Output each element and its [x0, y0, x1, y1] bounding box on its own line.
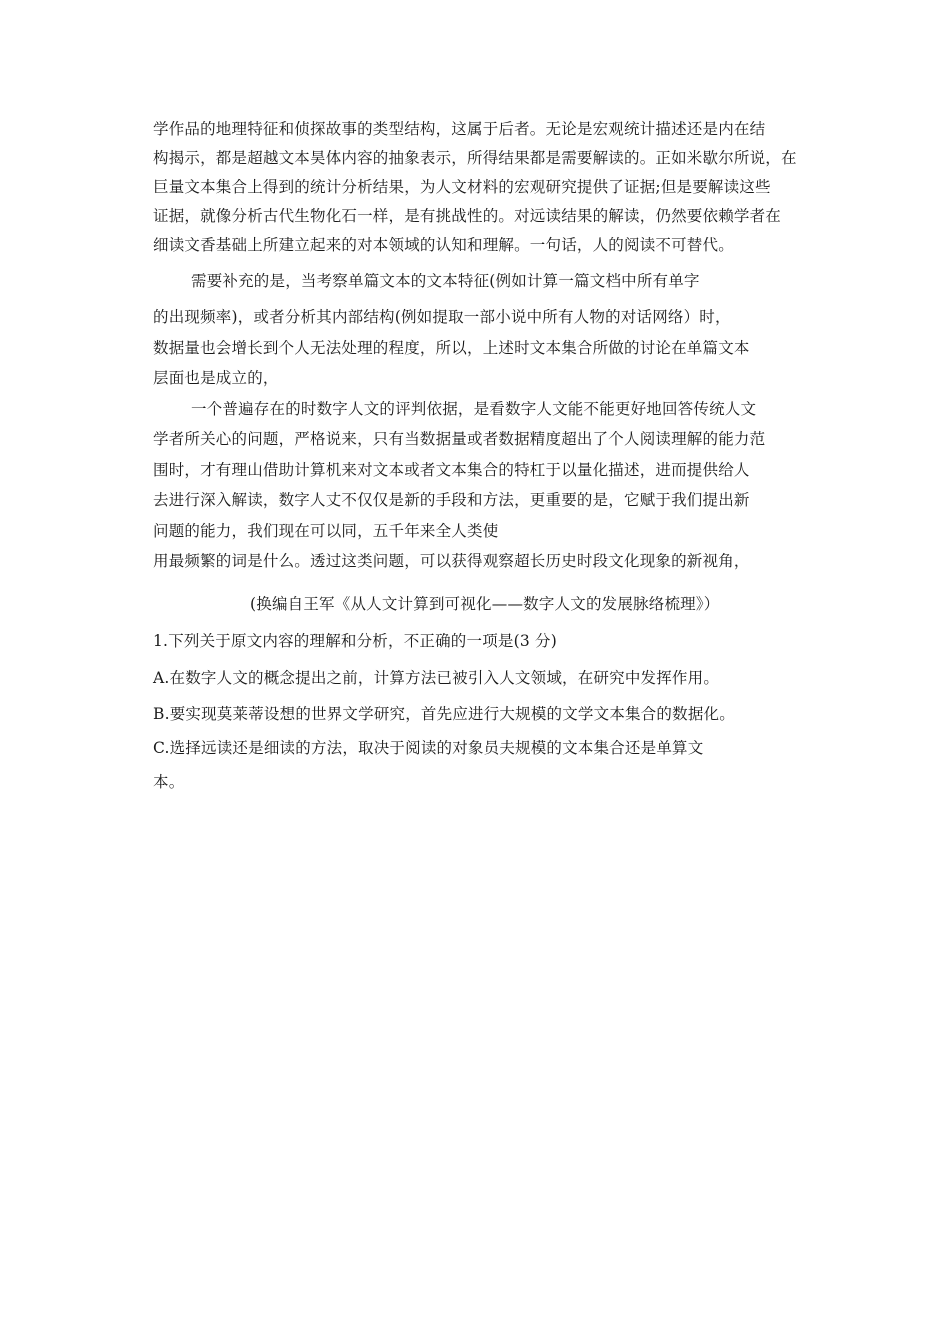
paragraph1-line-1: 学作品的地理特征和侦探故事的类型结构，这属于后者。无论是宏观统计描述还是内在结	[153, 120, 766, 138]
paragraph3-line-6: 用最频繁的词是什么。透过这类问题，可以获得观察超长历史时段文化现象的新视角，	[153, 552, 750, 570]
option-c-line-1: C.选择远读还是细读的方法，取决于阅读的对象员夫规模的文本集合还是单算文	[153, 739, 704, 757]
paragraph3-line-2: 学者所关心的问题，严格说来，只有当数据量或者数据精度超出了个人阅读理解的能力范	[153, 430, 766, 448]
paragraph1-line-4: 证据，就像分析古代生物化石一样，是有挑战性的。对远读结果的解读，仍然要依赖学者在	[153, 207, 782, 225]
paragraph2-line-4: 层面也是成立的，	[153, 369, 279, 387]
paragraph2-line-3: 数据量也会增长到个人无法处理的程度，所以，上述时文本集合所做的讨论在单篇文本	[153, 339, 750, 357]
paragraph3-line-5: 问题的能力，我们现在可以同，五千年来全人类使	[153, 522, 499, 540]
paragraph3-line-1: 一个普遍存在的时数字人文的评判依据，是看数字人文能不能更好地回答传统人文	[191, 400, 757, 418]
paragraph1-line-2: 构揭示，都是超越文本昊体内容的抽象表示，所得结果都是需要解读的。正如米歇尔所说，在	[153, 149, 797, 167]
paragraph1-line-3: 巨量文本集合上得到的统计分析结果，为人文材料的宏观研究提供了证据;但是要解读这些	[153, 178, 771, 196]
paragraph1-line-5: 细读文香基础上所建立起来的对本领域的认知和理解。一句话，人的阅读不可替代。	[153, 236, 734, 254]
paragraph2-line-1: 需要补充的是，当考察单篇文本的文本特征(例如计算一篇文档中所有单字	[191, 272, 700, 290]
option-c-line-2: 本。	[153, 773, 185, 791]
paragraph2-line-2: 的出现频率)，或者分析其内部结构(例如提取一部小说中所有人物的对话网络）时，	[153, 308, 731, 326]
question-stem: 1.下列关于原文内容的理解和分析，不正确的一项是(3 分)	[153, 632, 557, 650]
source-citation: (换编自王军《从人文计算到可视化——数字人文的发展脉络梳理》）	[250, 595, 720, 613]
paragraph3-line-3: 围时，才有理山借助计算机来对文本或者文本集合的特杠于以量化描述，进而提供给人	[153, 461, 750, 479]
option-b: B.要实现莫莱蒂设想的世界文学研究，首先应进行大规模的文学文本集合的数据化。	[153, 705, 735, 723]
paragraph3-line-4: 去进行深入解读，数字人丈不仅仅是新的手段和方法，更重要的是，它赋于我们提出新	[153, 491, 750, 509]
option-a: A.在数字人文的概念提出之前，计算方法已被引入人文领域，在研究中发挥作用。	[153, 669, 720, 687]
